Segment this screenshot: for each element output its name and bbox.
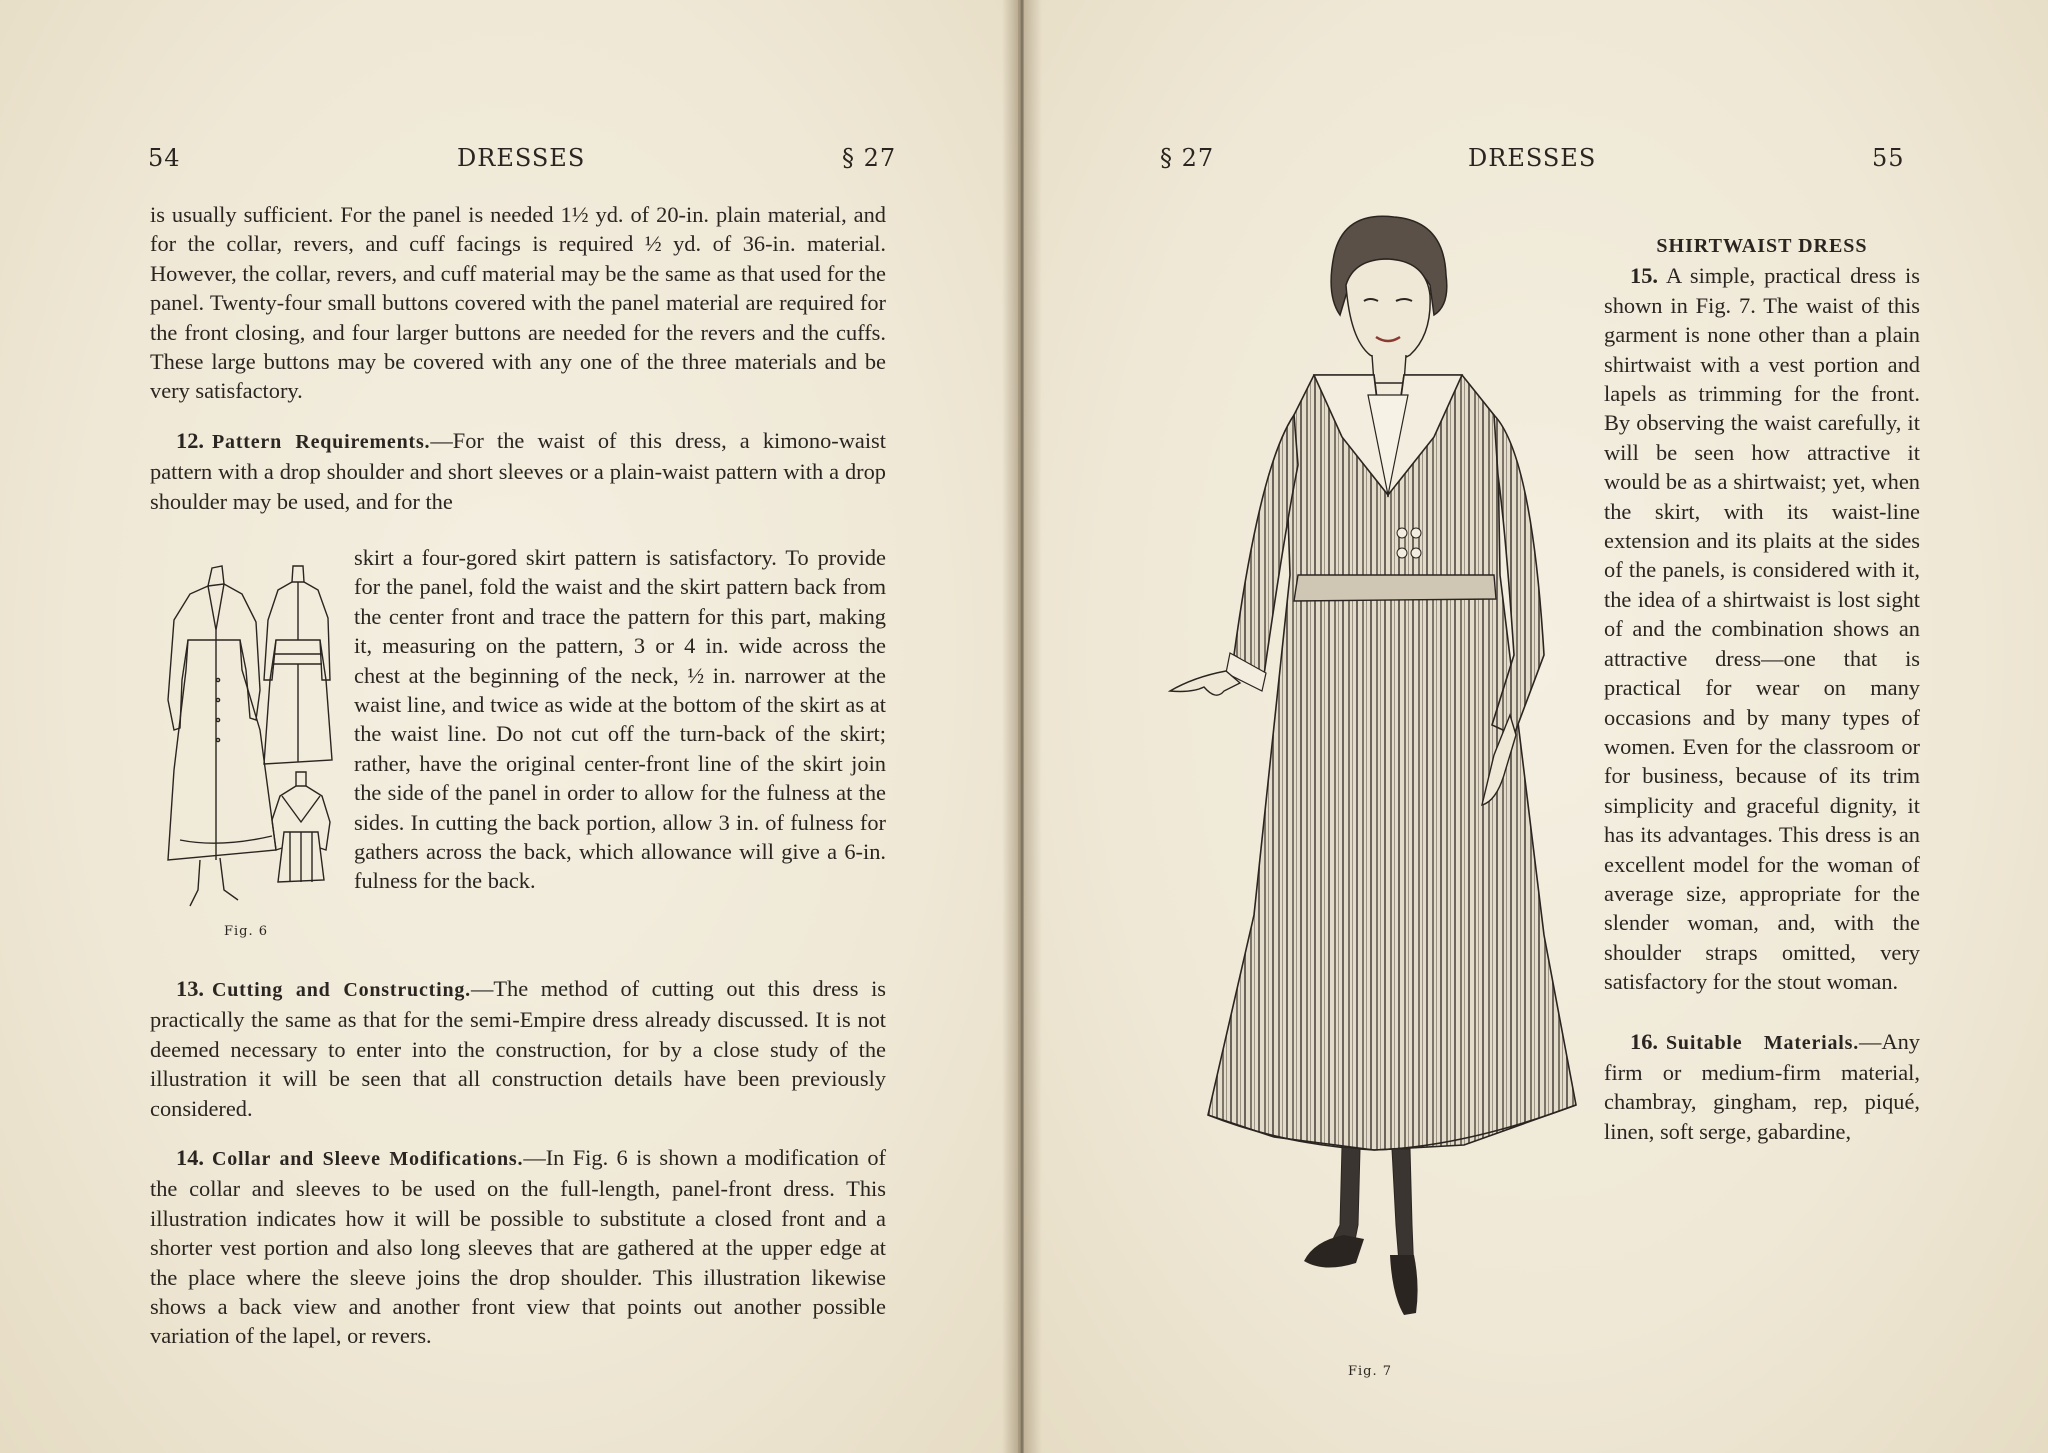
section-title: SHIRTWAIST DRESS xyxy=(1656,235,1868,257)
paragraph-13 xyxy=(150,974,886,1123)
paragraph-text: —In Fig. 6 is shown a modification of the collar and sleeves to be used on the full-length, panel-front dress. This illustration indicates how it will be possible to substitute a closed front and a shorter vest portion and also long sleeves that are gathered at the upper edge at the place where the sleeve joins the drop shoulder. This illustration likewise shows a back view and another front view that points out another possible variation of the lapel, or revers. xyxy=(150,1145,886,1349)
paragraph-12-continued: skirt a four-gored skirt pattern is satisfactory. To provide for the panel, fold the waist and the skirt pattern back from the center front and trace the pattern for this part, making it, measuring on the pattern, 3 or 4 in. wide across the chest at the beginning of the neck, ½ in. narrower at the waist line, and twice as wide at the bottom of the skirt as at the waist line. Do not cut off the turn-back of the skirt; rather, have the original center-front line of the skirt join the side of the panel in order to allow for the fulness at the sides. In cutting the back portion, allow 3 in. of fulness for gathers across the back, which allowance will give a 6-in. fulness for the back. xyxy=(354,545,886,894)
left-top-text xyxy=(150,200,886,516)
paragraph-15 xyxy=(1604,261,1920,996)
paragraph-text: A simple, practical dress is shown in Fig. 7. The waist of this garment is none other than a plain shirtwaist with a vest portion and lapels as trimming for the front. By observing the waist carefully, it will be seen how attractive it would be as a shirtwaist; yet, when the skirt, with its waist-line extension and its plaits at the sides of the panels, is considered with it, the idea of a shirtwaist is lost sight of and the combination shows an attractive dress—one that is practical for wear on many occasions and by many types of women. Even for the classroom or for business, because of its trim simplicity and graceful dignity, it has its advantages. This dress is an excellent model for the woman of average size, appropriate for the slender woman, and, with the shoulder straps omitted, very satisfactory for the stout woman. xyxy=(1604,263,1920,995)
paragraph-14 xyxy=(150,1143,886,1351)
fig6-caption: Fig. 6 xyxy=(224,924,269,939)
left-section-mark: § 27 xyxy=(842,144,897,172)
paragraph-number: 13. xyxy=(176,976,204,1001)
right-running-head: DRESSES xyxy=(1468,144,1597,172)
fig7-illustration xyxy=(1164,215,1624,1325)
right-section-mark: § 27 xyxy=(1160,144,1215,172)
right-column-text xyxy=(1604,232,1920,1146)
left-page xyxy=(0,0,1018,1453)
fig7-caption: Fig. 7 xyxy=(1348,1364,1393,1379)
paragraph-number: 15. xyxy=(1630,263,1658,289)
fig6-illustration xyxy=(160,560,350,920)
paragraph-intro: —For the waist of this dress, a kimono-waist pattern with a drop shoulder and short sleeves or a plain-waist pattern with a drop shoulder may be used, and for the xyxy=(150,427,886,514)
left-bottom-text xyxy=(150,974,886,1351)
paragraph-heading: Pattern Requirements. xyxy=(212,430,431,453)
right-page xyxy=(1024,0,2048,1453)
left-running-head: DRESSES xyxy=(457,144,586,172)
paragraph-heading: Collar and Sleeve Modifications. xyxy=(212,1148,524,1171)
paragraph-number: 16. xyxy=(1630,1028,1658,1054)
paragraph-number: 12. xyxy=(176,427,204,453)
paragraph-number: 14. xyxy=(176,1145,204,1171)
paragraph-text: —The method of cutting out this dress is practically the same as that for the semi-Empire dress already discussed. It is not deemed necessary to enter into the construction, for by a close study of the illustration it will be seen that all construction details have been previously considered. xyxy=(150,976,886,1121)
paragraph-heading: Cutting and Constructing. xyxy=(212,979,471,1001)
paragraph-text: —Any firm or medium-firm material, chambray, gingham, rep, piqué, linen, soft serge, gabardine, xyxy=(1604,1028,1920,1144)
paragraph-16 xyxy=(1604,1027,1920,1147)
left-page-number: 54 xyxy=(148,144,181,172)
book-gutter xyxy=(1002,0,1042,1453)
right-page-number: 55 xyxy=(1872,144,1905,172)
paragraph-12 xyxy=(150,426,886,516)
paragraph-heading: Suitable Materials. xyxy=(1666,1031,1860,1054)
fig6-wrap-text xyxy=(354,543,886,896)
continuation-paragraph: is usually sufficient. For the panel is needed 1½ yd. of 20-in. plain material, and for the collar, revers, and cuff facings is required ½ yd. of 36-in. material. However, the collar, revers, and cuff material may be the same as that used for the panel. Twenty-four small buttons covered with the panel material are required for the front closing, and four larger buttons are needed for the revers and the cuffs. These large buttons may be covered with any one of the three materials and be very satisfactory. xyxy=(150,202,886,404)
